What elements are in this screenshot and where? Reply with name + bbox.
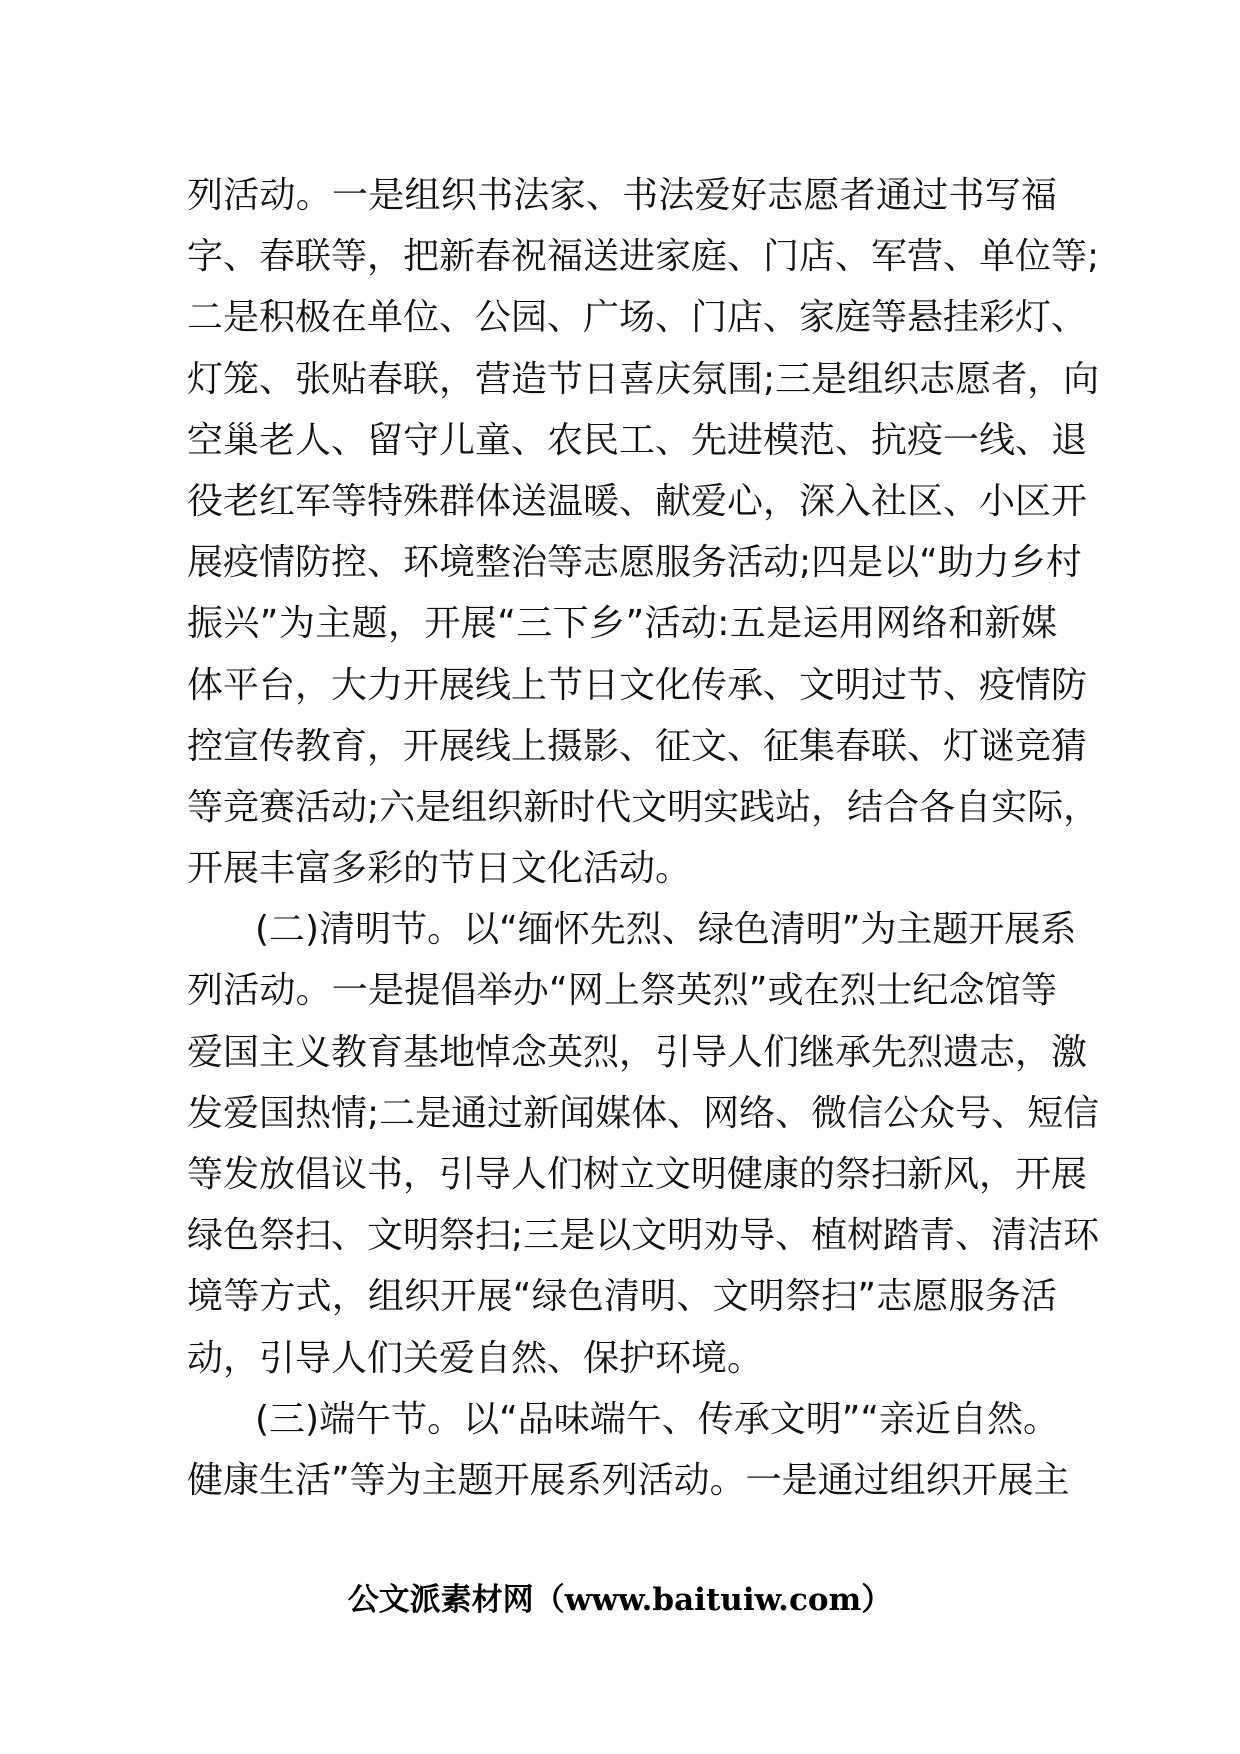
text-line: 等发放倡议书，引导人们树立文明健康的祭扫新风，开展 bbox=[187, 1154, 1088, 1195]
text-line: 等竞赛活动;六是组织新时代文明实践站，结合各自实际， bbox=[187, 786, 1100, 828]
text-line: 境等方式，组织开展“绿色清明、文明祭扫”志愿服务活 bbox=[187, 1276, 1057, 1318]
text-line: 展疫情防控、环境整治等志愿服务活动;四是以“助力乡村 bbox=[187, 542, 1082, 584]
section-heading-line: (二)清明节。以“缅怀先烈、绿色清明”为主题开展系 bbox=[255, 909, 1077, 951]
text-line: 列活动。一是组织书法家、书法爱好志愿者通过书写福 bbox=[187, 175, 1057, 216]
text-line: 空巢老人、留守儿童、农民工、先进模范、抗疫一线、退 bbox=[187, 419, 1088, 461]
text-line: 二是积极在单位、公园、广场、门店、家庭等悬挂彩灯、 bbox=[187, 297, 1088, 339]
text-line: 控宣传教育，开展线上摄影、征文、征集春联、灯谜竞猜 bbox=[187, 725, 1088, 767]
page-footer-watermark: 公文派素材网（www.baituiw.com） bbox=[347, 1582, 893, 1618]
text-line: 灯笼、张贴春联，营造节日喜庆氛围;三是组织志愿者，向 bbox=[187, 358, 1100, 400]
text-line: 列活动。一是提倡举办“网上祭英烈”或在烈士纪念馆等 bbox=[187, 970, 1057, 1012]
text-line: 爱国主义教育基地悼念英烈，引导人们继承先烈遗志，激 bbox=[187, 1031, 1088, 1073]
text-line: 绿色祭扫、文明祭扫;三是以文明劝导、植树踏青、清洁环 bbox=[187, 1215, 1100, 1257]
text-line: 役老红军等特殊群体送温暖、献爱心，深入社区、小区开 bbox=[187, 480, 1088, 522]
text-line: 体平台，大力开展线上节日文化传承、文明过节、疫情防 bbox=[187, 664, 1088, 706]
text-line: 振兴”为主题，开展“三下乡”活动:五是运用网络和新媒 bbox=[187, 603, 1057, 645]
text-line: 发爱国热情;二是通过新闻媒体、网络、微信公众号、短信 bbox=[187, 1092, 1100, 1134]
text-line: 开展丰富多彩的节日文化活动。 bbox=[187, 848, 692, 890]
text-line: 动，引导人们关爱自然、保护环境。 bbox=[187, 1337, 764, 1379]
text-line: 字、春联等，把新春祝福送进家庭、门店、军营、单位等; bbox=[187, 236, 1100, 278]
text-line: 健康生活”等为主题开展系列活动。一是通过组织开展主 bbox=[187, 1459, 1070, 1501]
document-body bbox=[187, 165, 1100, 1511]
section-heading-line: (三)端午节。以“品味端午、传承文明”“亲近自然。 bbox=[255, 1398, 1060, 1440]
